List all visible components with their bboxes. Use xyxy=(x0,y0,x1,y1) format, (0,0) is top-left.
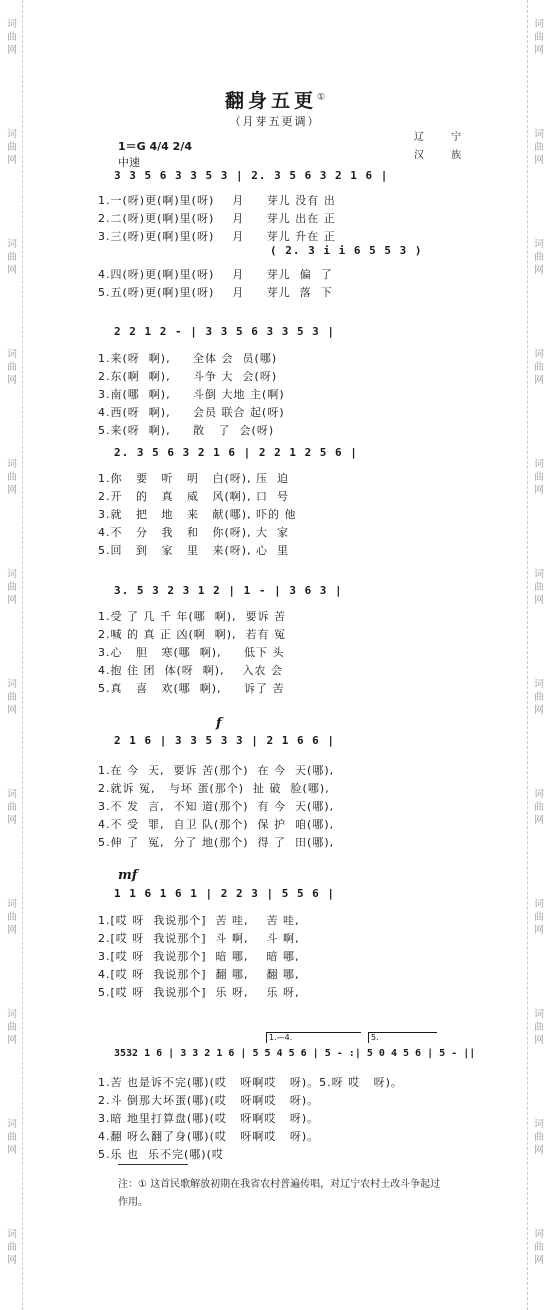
lyric-line: 2.二(呀)更(啊)里(呀) 月 芽儿 出在 正 xyxy=(98,212,336,225)
lyric-line: 5.乐 也 乐不完(哪)(哎 xyxy=(98,1148,224,1161)
lyric-line: 1.受 了 几 千 年(哪 啊), 要诉 苦 xyxy=(98,610,287,623)
left-margin-strip xyxy=(0,0,23,1310)
watermark-text: 词 曲 网 xyxy=(7,1009,17,1046)
lyric-line: 2.斗 倒那大坏蛋(哪)(哎 呀啊哎 呀)。 xyxy=(98,1094,320,1107)
lyric-line: 3.南(哪 啊), 斗倒 大地 主(啊) xyxy=(98,388,285,401)
lyric-line: 4.西(呀 啊), 会员 联合 起(呀) xyxy=(98,406,285,419)
key-signature: 1＝G 4/4 2/4 xyxy=(118,140,192,153)
notation-line-6: 1 1 6 1 6 1 | 2 2 3 | 5 5 6 | xyxy=(114,887,336,900)
lyric-line: 5.来(呀 啊), 散 了 会(呀) xyxy=(98,424,275,437)
lyric-line: 2.喊 的 真 正 凶(啊 啊), 若有 冤 xyxy=(98,628,287,641)
watermark-text: 词 曲 网 xyxy=(534,349,544,386)
tempo-marking: 中速 xyxy=(118,156,140,169)
notation-line-3: 2. 3 5 6 3 2 1 6 | 2 2 1 2 5 6 | xyxy=(114,446,358,459)
watermark-text: 词 曲 网 xyxy=(534,679,544,716)
right-margin-strip xyxy=(527,0,550,1310)
lyric-line: 1.来(呀 啊), 全体 会 员(哪) xyxy=(98,352,278,365)
title-text: 翻身五更 xyxy=(224,90,317,112)
watermark-text: 词 曲 网 xyxy=(7,239,17,276)
notation-line-7: 3532 1 6 | 3 3 2 1 6 | 5 5 4 5 6 | 5 - :| 5 0 4 5 6 | 5 - || xyxy=(114,1048,476,1059)
lyric-line: 2.[哎 呀 我说那个] 斗 啊, 斗 啊, xyxy=(98,932,300,945)
watermark-text: 词 曲 网 xyxy=(7,899,17,936)
notation-line-2: 2 2 1 2 - | 3 3 5 6 3 3 5 3 | xyxy=(114,325,336,338)
lyric-line: 1.你 要 听 明 白(呀), 压 迫 xyxy=(98,472,290,485)
watermark-text: 词 曲 网 xyxy=(7,1229,17,1266)
lyric-line: 4.[哎 呀 我说那个] 翻 哪, 翻 哪, xyxy=(98,968,300,981)
watermark-text: 词 曲 网 xyxy=(534,1229,544,1266)
second-ending-bracket: 5. xyxy=(368,1032,437,1043)
watermark-text: 词 曲 网 xyxy=(534,1009,544,1046)
lyric-line: 5.真 喜 欢(哪 啊), 诉了 苦 xyxy=(98,682,285,695)
watermark-text: 词 曲 网 xyxy=(534,1119,544,1156)
lyric-line: 1.[哎 呀 我说那个] 苦 哇, 苦 哇, xyxy=(98,914,300,927)
watermark-text: 词 曲 网 xyxy=(7,679,17,716)
lyric-line: 3.三(呀)更(啊)里(呀) 月 芽儿 升在 正 xyxy=(98,230,336,243)
watermark-text: 词 曲 网 xyxy=(534,129,544,166)
lyric-line: 3.心 胆 寒(哪 啊), 低下 头 xyxy=(98,646,285,659)
watermark-text: 词 曲 网 xyxy=(534,459,544,496)
lyric-line: 3.暗 地里打算盘(哪)(哎 呀啊哎 呀)。 xyxy=(98,1112,320,1125)
lyric-line: 2.就诉 冤, 与坏 蛋(那个) 扯 破 脸(哪), xyxy=(98,782,330,795)
notation-line-1: 3 3 5 6 3 3 5 3 | 2. 3 5 6 3 2 1 6 | xyxy=(114,169,389,182)
title-footnote-mark: ① xyxy=(316,92,326,103)
watermark-text: 词 曲 网 xyxy=(7,19,17,56)
lyric-line: 1.在 今 天, 要诉 苦(那个) 在 今 天(哪), xyxy=(98,764,335,777)
song-subtitle: （月芽五更调） xyxy=(229,115,321,128)
watermark-text: 词 曲 网 xyxy=(534,19,544,56)
lyric-line: 2.东(啊 啊), 斗争 大 会(呀) xyxy=(98,370,278,383)
lyric-line: 5.回 到 家 里 来(呀), 心 里 xyxy=(98,544,290,557)
lyric-line: 4.翻 呀么翻了身(哪)(哎 呀啊哎 呀)。 xyxy=(98,1130,320,1143)
lyric-line: 2.开 的 真 威 风(啊), 口 号 xyxy=(98,490,290,503)
dynamic-marking: f xyxy=(216,716,222,731)
watermark-text: 词 曲 网 xyxy=(534,899,544,936)
lyric-line: 3.[哎 呀 我说那个] 暗 哪, 暗 哪, xyxy=(98,950,300,963)
alternate-notation: ( 2. 3 i i 6 5 5 3 ) xyxy=(270,244,423,257)
genre-attribution: 汉 族 xyxy=(414,150,474,161)
lyric-line: 4.不 受 罪, 自卫 队(那个) 保 护 咱(哪), xyxy=(98,818,335,831)
first-ending-bracket: 1.—4. xyxy=(266,1032,361,1043)
watermark-text: 词 曲 网 xyxy=(7,789,17,826)
song-title xyxy=(0,86,550,113)
lyric-line: 3.不 发 言, 不知 道(那个) 有 今 天(哪), xyxy=(98,800,335,813)
lyric-line: 4.抱 住 团 体(呀 啊), 入农 会 xyxy=(98,664,284,677)
footnote-divider xyxy=(118,1164,188,1165)
watermark-text: 词 曲 网 xyxy=(534,239,544,276)
watermark-text: 词 曲 网 xyxy=(534,569,544,606)
watermark-text: 词 曲 网 xyxy=(7,1119,17,1156)
lyric-line: 1.苦 也是诉不完(哪)(哎 呀啊哎 呀)。5.呀 哎 呀)。 xyxy=(98,1076,403,1089)
lyric-line: 3.就 把 地 来 献(哪), 吓的 他 xyxy=(98,508,297,521)
lyric-line: 5.伸 了 冤, 分了 地(那个) 得 了 田(哪), xyxy=(98,836,335,849)
lyric-line: 4.四(呀)更(啊)里(呀) 月 芽儿 偏 了 xyxy=(98,268,333,281)
watermark-text: 词 曲 网 xyxy=(7,569,17,606)
watermark-text: 词 曲 网 xyxy=(534,789,544,826)
watermark-text: 词 曲 网 xyxy=(7,349,17,386)
watermark-text: 词 曲 网 xyxy=(7,129,17,166)
watermark-text: 词 曲 网 xyxy=(7,459,17,496)
region-attribution: 辽 宁 xyxy=(414,132,474,143)
footnote-text: 注：① 这首民歌解放初期在我省农村普遍传唱，对辽宁农村土改斗争起过作用。 xyxy=(118,1179,441,1208)
notation-line-5: 2 1 6 | 3 3 5 3 3 | 2 1 6 6 | xyxy=(114,734,336,747)
lyric-line: 5.[哎 呀 我说那个] 乐 呀, 乐 呀, xyxy=(98,986,300,999)
notation-line-4: 3. 5 3 2 3 1 2 | 1 - | 3 6 3 | xyxy=(114,584,343,597)
lyric-line: 1.一(呀)更(啊)里(呀) 月 芽儿 没有 出 xyxy=(98,194,336,207)
dynamic-marking: mf xyxy=(118,868,138,883)
lyric-line: 5.五(呀)更(啊)里(呀) 月 芽儿 落 下 xyxy=(98,286,333,299)
lyric-line: 4.不 分 我 和 你(呀), 大 家 xyxy=(98,526,290,539)
